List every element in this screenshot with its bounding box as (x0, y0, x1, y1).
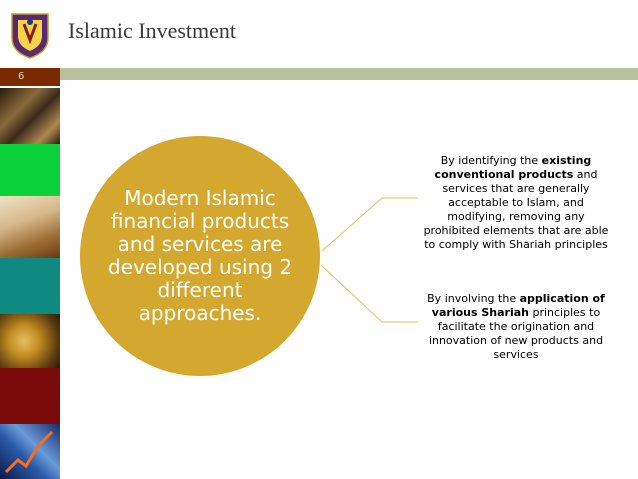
page-number: 6 (18, 71, 25, 82)
circle-text: Modern Islamic financial products and services are developed using 2 different approaches. (107, 186, 293, 325)
slide-title: Islamic Investment (68, 18, 237, 43)
approach-2-text (420, 292, 612, 362)
approach-2-post: principles to facilitate the origination and innovation of new products and services (428, 306, 604, 361)
approach-1-bold: existing conventional products (434, 154, 592, 181)
approach-1-post: and services that are generally acceptable to Islam, and modifying, removing any prohibited elements that are able to comply with Shariah principles (423, 168, 609, 251)
approach-1-text (420, 154, 612, 252)
approach-2-pre: By involving the (427, 292, 520, 305)
approach-1-pre: By identifying the (440, 154, 542, 167)
connector-to-approach-1 (322, 198, 418, 251)
approach-2-bold: application of various Shariah (431, 292, 605, 319)
connector-to-approach-2 (322, 266, 418, 322)
